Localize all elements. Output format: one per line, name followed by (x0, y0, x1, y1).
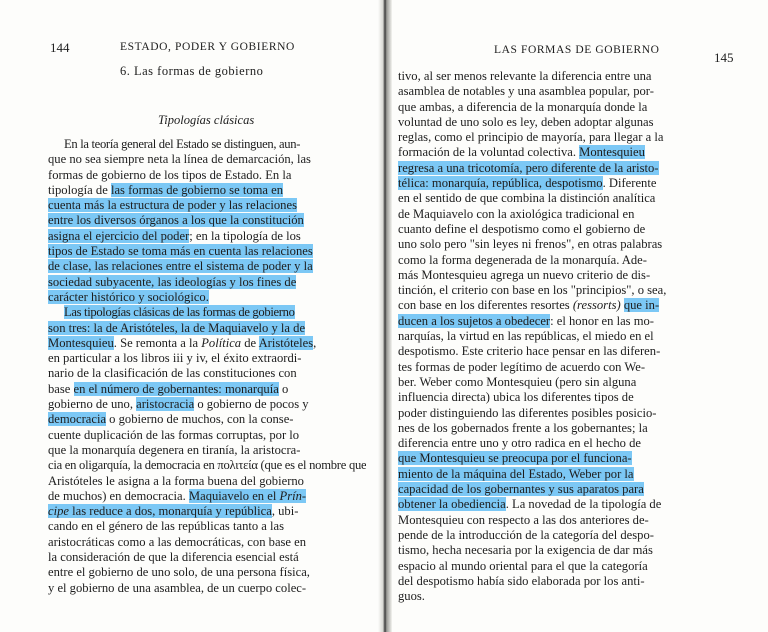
text-line (398, 130, 724, 145)
running-head: ESTADO, PODER Y GOBIERNO (120, 41, 295, 53)
text-line (48, 550, 366, 565)
text-line (398, 298, 724, 313)
text-run: cuente duplicación de las formas corruptas, por lo (48, 427, 300, 442)
text-line (398, 574, 724, 589)
text-run: narquías, la virtud en las repúblicas, el miedo en el (398, 329, 654, 344)
text-run: uno solo pero "sin leyes ni frenos", en otras palabras (398, 237, 663, 252)
text-line (48, 412, 366, 427)
text-line (48, 504, 366, 519)
text-run: como la forma degenerada de la monarquía. Ade- (398, 252, 647, 267)
highlighted-text: Montesquieu (579, 145, 645, 160)
text-line (48, 152, 366, 167)
text-run: que la monarquía degenera en tiranía, la aristocra- (48, 442, 301, 457)
text-run: tismo, hecha necesaria por la exigencia de dar más (398, 543, 653, 558)
highlighted-text: Las tipologías clásicas de las formas de gobierno (64, 305, 295, 320)
highlighted-text: democracia (48, 412, 107, 427)
text-run: ; en la tipología de los (189, 228, 301, 243)
text-run: cando en el género de las repúblicas tanto a las (48, 519, 285, 534)
book-gutter (378, 0, 392, 632)
text-line (398, 314, 724, 329)
text-line (48, 183, 366, 198)
text-line (398, 528, 724, 543)
text-line (398, 268, 724, 283)
text-line (398, 222, 724, 237)
text-line (398, 421, 724, 436)
text-line (398, 375, 724, 390)
text-line (398, 69, 724, 84)
text-run: . Diferente (602, 176, 657, 191)
text-line (48, 305, 366, 320)
text-line (398, 589, 724, 604)
highlighted-text: miento de la máquina del Estado, Weber por la (398, 466, 634, 481)
text-run: más Montesquieu agrega un nuevo criterio de dis- (398, 267, 651, 282)
text-line (48, 397, 366, 412)
text-run: ber. Weber como Montesquieu (pero sin alguna (398, 374, 637, 389)
text-line (48, 443, 366, 458)
text-line (398, 176, 724, 191)
text-run: de muchos) en democracia. (48, 488, 189, 503)
text-line (48, 137, 366, 152)
text-run: tipología de (48, 182, 111, 197)
text-run: en el sentido de que combina la distinción analítica (398, 191, 656, 206)
highlighted-text: obtener la obediencia (398, 497, 506, 512)
text-line (398, 191, 724, 206)
text-run: nes de los gobernados frente a los gobernantes; la (398, 420, 648, 435)
text-run: de Maquiavelo con la axiológica tradicional en (398, 206, 635, 221)
text-line (398, 543, 724, 558)
text-run: asamblea de notables y una asamblea popular, por- (398, 84, 654, 99)
text-line (398, 406, 724, 421)
italic-text: Política (201, 335, 242, 350)
text-run: tinción, el criterio con base en los "principios", o sea, (398, 283, 667, 298)
text-run: : el honor en las mo- (550, 313, 654, 328)
text-run: gobierno de uno, (48, 397, 137, 412)
text-run: nario de la clasificación de las constituciones con (48, 366, 297, 381)
running-head: LAS FORMAS DE GOBIERNO (494, 44, 660, 56)
text-line (48, 382, 366, 397)
text-run: con base en los diferentes resortes (398, 298, 573, 313)
italic-text: (ressorts) (572, 298, 621, 313)
highlighted-text: capacidad de los gobernantes y sus aparatos para (398, 482, 644, 497)
highlighted-text: las formas de gobierno se toma en (110, 182, 284, 197)
text-line (48, 351, 366, 366)
text-line (398, 84, 724, 99)
text-run: . Se remonta a la (113, 335, 202, 350)
text-run: aristocráticas como a las democráticas, con base en (48, 534, 307, 549)
highlighted-text: que in- (623, 298, 660, 313)
text-line (48, 535, 366, 550)
text-run: En la teoría general del Estado se distinguen, aun- (64, 137, 301, 151)
highlighted-text: asigna el ejercicio del poder (48, 228, 190, 243)
text-run: Montesquieu con respecto a las dos anteriores de- (398, 512, 649, 527)
highlighted-text: de clase, las relaciones entre el sistema de poder y la (48, 259, 313, 274)
text-run: pende de la introducción de la categoría del despo- (398, 527, 654, 542)
text-run: despotismo. Este criterio hace pensar en las diferen- (398, 344, 661, 359)
text-line (398, 100, 724, 115)
text-line (48, 321, 366, 336)
text-run: espacio al mundo oriental para el que la categoría (398, 558, 648, 573)
highlighted-text: télica: monarquía, república, despotismo (398, 176, 603, 191)
chapter-heading: 6. Las formas de gobierno (120, 64, 264, 78)
right-page-body (398, 69, 724, 604)
highlighted-text: Prín- (279, 488, 307, 503)
text-line (398, 513, 724, 528)
text-line (398, 451, 724, 466)
text-run: tes formas de poder legítimo de acuerdo con We- (398, 359, 646, 374)
text-line (48, 581, 366, 596)
text-line (398, 467, 724, 482)
text-line (398, 207, 724, 222)
text-line (48, 428, 366, 443)
highlighted-text: son tres: la de Aristóteles, la de Maquiavelo y la de (48, 320, 306, 335)
page-number: 145 (714, 50, 734, 65)
text-run: poder distinguiendo las diferentes posibles posicio- (398, 405, 657, 420)
highlighted-text: Maquiavelo en el (188, 488, 280, 503)
text-line (48, 244, 366, 259)
text-run: entre el gobierno de uno solo, de una persona física, (48, 565, 310, 580)
text-run: , (313, 335, 317, 350)
page-number: 144 (50, 40, 70, 55)
text-line (48, 198, 366, 213)
text-run: o gobierno de muchos, con la conse- (106, 412, 294, 427)
text-run: guos. (398, 589, 425, 604)
text-run: y el gobierno de una asamblea, de un cuerpo colec- (48, 580, 307, 595)
left-page-body (48, 137, 366, 596)
text-line (398, 482, 724, 497)
text-line (398, 390, 724, 405)
highlighted-text: ducen a los sujetos a obedecer (398, 313, 551, 328)
text-line (48, 336, 366, 351)
text-line (398, 497, 724, 512)
highlighted-text: tipos de Estado se toma más en cuenta las relaciones (48, 244, 313, 259)
highlighted-text: entre los diversos órganos a los que la constitución (48, 213, 304, 228)
text-line (398, 161, 724, 176)
text-run: cia en oligarquía, la democracia en πολιτεία (que es el nombre que (48, 458, 366, 473)
highlighted-text: en el número de gobernantes: monarquía (73, 381, 279, 396)
highlighted-text: carácter histórico y sociológico. (48, 289, 209, 304)
text-run: reglas, como el principio de mayoría, para llegar a la (398, 130, 664, 145)
text-line (48, 458, 366, 473)
highlighted-text: que Montesquieu se preocupa por el funciona- (398, 451, 632, 466)
left-page (0, 0, 380, 632)
text-line (48, 474, 366, 489)
highlighted-text: cuenta más la estructura de poder y las relaciones (48, 198, 297, 213)
text-run: influencia directa) ubica los diferentes tipos de (398, 390, 634, 405)
text-line (398, 283, 724, 298)
text-line (398, 436, 724, 451)
text-line (398, 253, 724, 268)
highlighted-text: sociedad subyacente, las ideologías y los fines de (48, 274, 297, 289)
text-run: formas de gobierno de los tipos de Estado. En la (48, 167, 292, 182)
text-run: voluntad de uno solo es ley, deben adoptar algunas (398, 114, 654, 129)
text-line (48, 565, 366, 580)
text-line (48, 213, 366, 228)
text-line (398, 360, 724, 375)
highlighted-text: Aristóteles (258, 335, 314, 350)
text-line (48, 366, 366, 381)
text-line (48, 259, 366, 274)
text-run: o (278, 381, 289, 396)
text-run: . La novedad de la tipología de (505, 497, 662, 512)
text-run: o gobierno de pocos y (194, 397, 309, 412)
text-run: formación de la voluntad colectiva. (398, 145, 580, 160)
section-title: Tipologías clásicas (158, 113, 255, 127)
text-run: la consideración de que la diferencia esencial está (48, 550, 299, 565)
text-line (398, 329, 724, 344)
text-run: tivo, al ser menos relevante la diferencia entre una (398, 69, 652, 83)
text-line (48, 229, 366, 244)
text-line (398, 237, 724, 252)
text-run: de (241, 335, 259, 350)
text-line (48, 275, 366, 290)
text-line (48, 168, 366, 183)
highlighted-text: regresa a una tricotomía, pero diferente de la aristo- (398, 160, 659, 175)
text-run: que ambas, a diferencia de la monarquía donde la (398, 99, 648, 114)
highlighted-text: Montesquieu (48, 335, 114, 350)
text-run: en particular a los libros iii y iv, el éxito extraordi- (48, 351, 302, 366)
text-line (48, 519, 366, 534)
right-page (392, 0, 768, 632)
text-line (48, 290, 366, 305)
text-line (398, 145, 724, 160)
text-run: Aristóteles le asigna a la forma buena del gobierno (48, 473, 304, 488)
text-run: , ubi- (271, 504, 299, 519)
text-line (48, 489, 366, 504)
text-run: cuanto define el despotismo como el gobierno de (398, 221, 646, 236)
text-run: que no sea siempre neta la línea de demarcación, las (48, 152, 311, 167)
text-run: del despotismo había sido elaborada por los anti- (398, 573, 645, 588)
text-line (398, 344, 724, 359)
text-line (398, 559, 724, 574)
text-line (398, 115, 724, 130)
highlighted-text: aristocracia (136, 397, 195, 412)
highlighted-text: las reduce a dos, monarquía y república (68, 504, 272, 519)
highlighted-text: cipe (48, 504, 69, 519)
text-run: diferencia entre uno y otro radica en el hecho de (398, 436, 642, 451)
text-run: base (48, 381, 74, 396)
